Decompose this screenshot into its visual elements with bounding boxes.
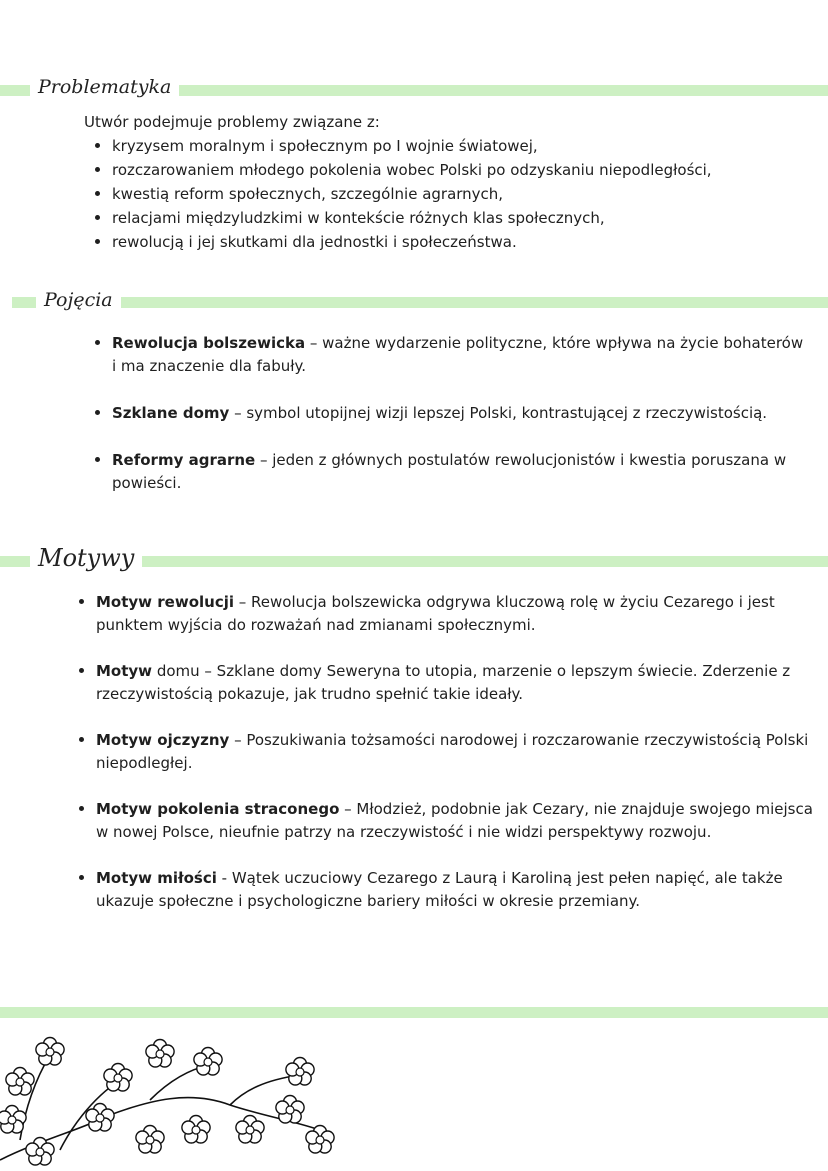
list-item bbox=[96, 797, 816, 844]
term-description: – ważne wydarzenie polityczne, które wpływa na życie bohaterów i ma znaczenie dla fabuły. bbox=[112, 334, 804, 375]
list-item: • kryzysem moralnym i społecznym po I wojnie światowej, bbox=[112, 134, 712, 158]
flower-branch-icon bbox=[0, 1020, 340, 1171]
term-description: – Młodzież, podobnie jak Cezary, nie znajduje swojego miejsca w nowej Polsce, nieufnie patrzy na rzeczywistość i nie widzi perspektywy rozwoju. bbox=[96, 800, 813, 841]
term-description: – symbol utopijnej wizji lepszej Polski, kontrastującej z rzeczywistością. bbox=[229, 404, 768, 422]
list-item: • rozczarowaniem młodego pokolenia wobec Polski po odzyskaniu niepodległości, bbox=[112, 158, 712, 182]
list-item bbox=[112, 331, 812, 378]
section-title-problematyka: Problematyka bbox=[30, 78, 179, 97]
list-item: • rewolucją i jej skutkami dla jednostki i społeczeństwa. bbox=[112, 230, 712, 254]
term-description: – Poszukiwania tożsamości narodowej i rozczarowanie rzeczywistością Polski niepodległej. bbox=[96, 731, 809, 772]
problematyka-intro: Utwór podejmuje problemy związane z: bbox=[84, 113, 380, 131]
term-description: – jeden z głównych postulatów rewolucjonistów i kwestia poruszana w powieści. bbox=[112, 451, 787, 492]
footer-divider-bar bbox=[0, 1007, 828, 1018]
section-title-pojecia: Pojęcia bbox=[36, 291, 121, 310]
term-label: Motyw miłości bbox=[96, 869, 217, 887]
term-label: Szklane domy bbox=[112, 404, 230, 422]
term-description: domu – Szklane domy Seweryna to utopia, marzenie o lepszym świecie. Zderzenie z rzeczywistością pokazuje, jak trudno spełnić takie ideały. bbox=[96, 662, 791, 703]
motywy-list bbox=[68, 590, 816, 913]
list-item: • kwestią reform społecznych, szczególnie agrarnych, bbox=[112, 182, 712, 206]
list-item bbox=[96, 728, 816, 775]
term-label: Motyw pokolenia straconego bbox=[96, 800, 340, 818]
term-label: Motyw bbox=[96, 662, 153, 680]
list-item bbox=[112, 448, 812, 495]
list-item bbox=[96, 590, 816, 637]
term-description: – Rewolucja bolszewicka odgrywa kluczową rolę w życiu Cezarego i jest punktem wyjścia do rozważań nad zmianami społecznymi. bbox=[96, 593, 775, 634]
term-label: Rewolucja bolszewicka bbox=[112, 334, 306, 352]
list-item bbox=[112, 401, 812, 425]
list-item bbox=[96, 866, 816, 913]
term-label: Motyw ojczyzny bbox=[96, 731, 230, 749]
list-item bbox=[96, 659, 816, 706]
pojecia-list bbox=[84, 331, 812, 495]
problematyka-list bbox=[84, 134, 712, 254]
term-description: - Wątek uczuciowy Cezarego z Laurą i Karoliną jest pełen napięć, ale także ukazuje społeczne i psychologiczne bariery miłości w okresie przemiany. bbox=[96, 869, 783, 910]
list-item: • relacjami międzyludzkimi w kontekście różnych klas społecznych, bbox=[112, 206, 712, 230]
term-label: Reformy agrarne bbox=[112, 451, 256, 469]
section-divider-bar bbox=[12, 297, 828, 308]
section-title-motywy: Motywy bbox=[30, 546, 142, 570]
term-label: Motyw rewolucji bbox=[96, 593, 234, 611]
